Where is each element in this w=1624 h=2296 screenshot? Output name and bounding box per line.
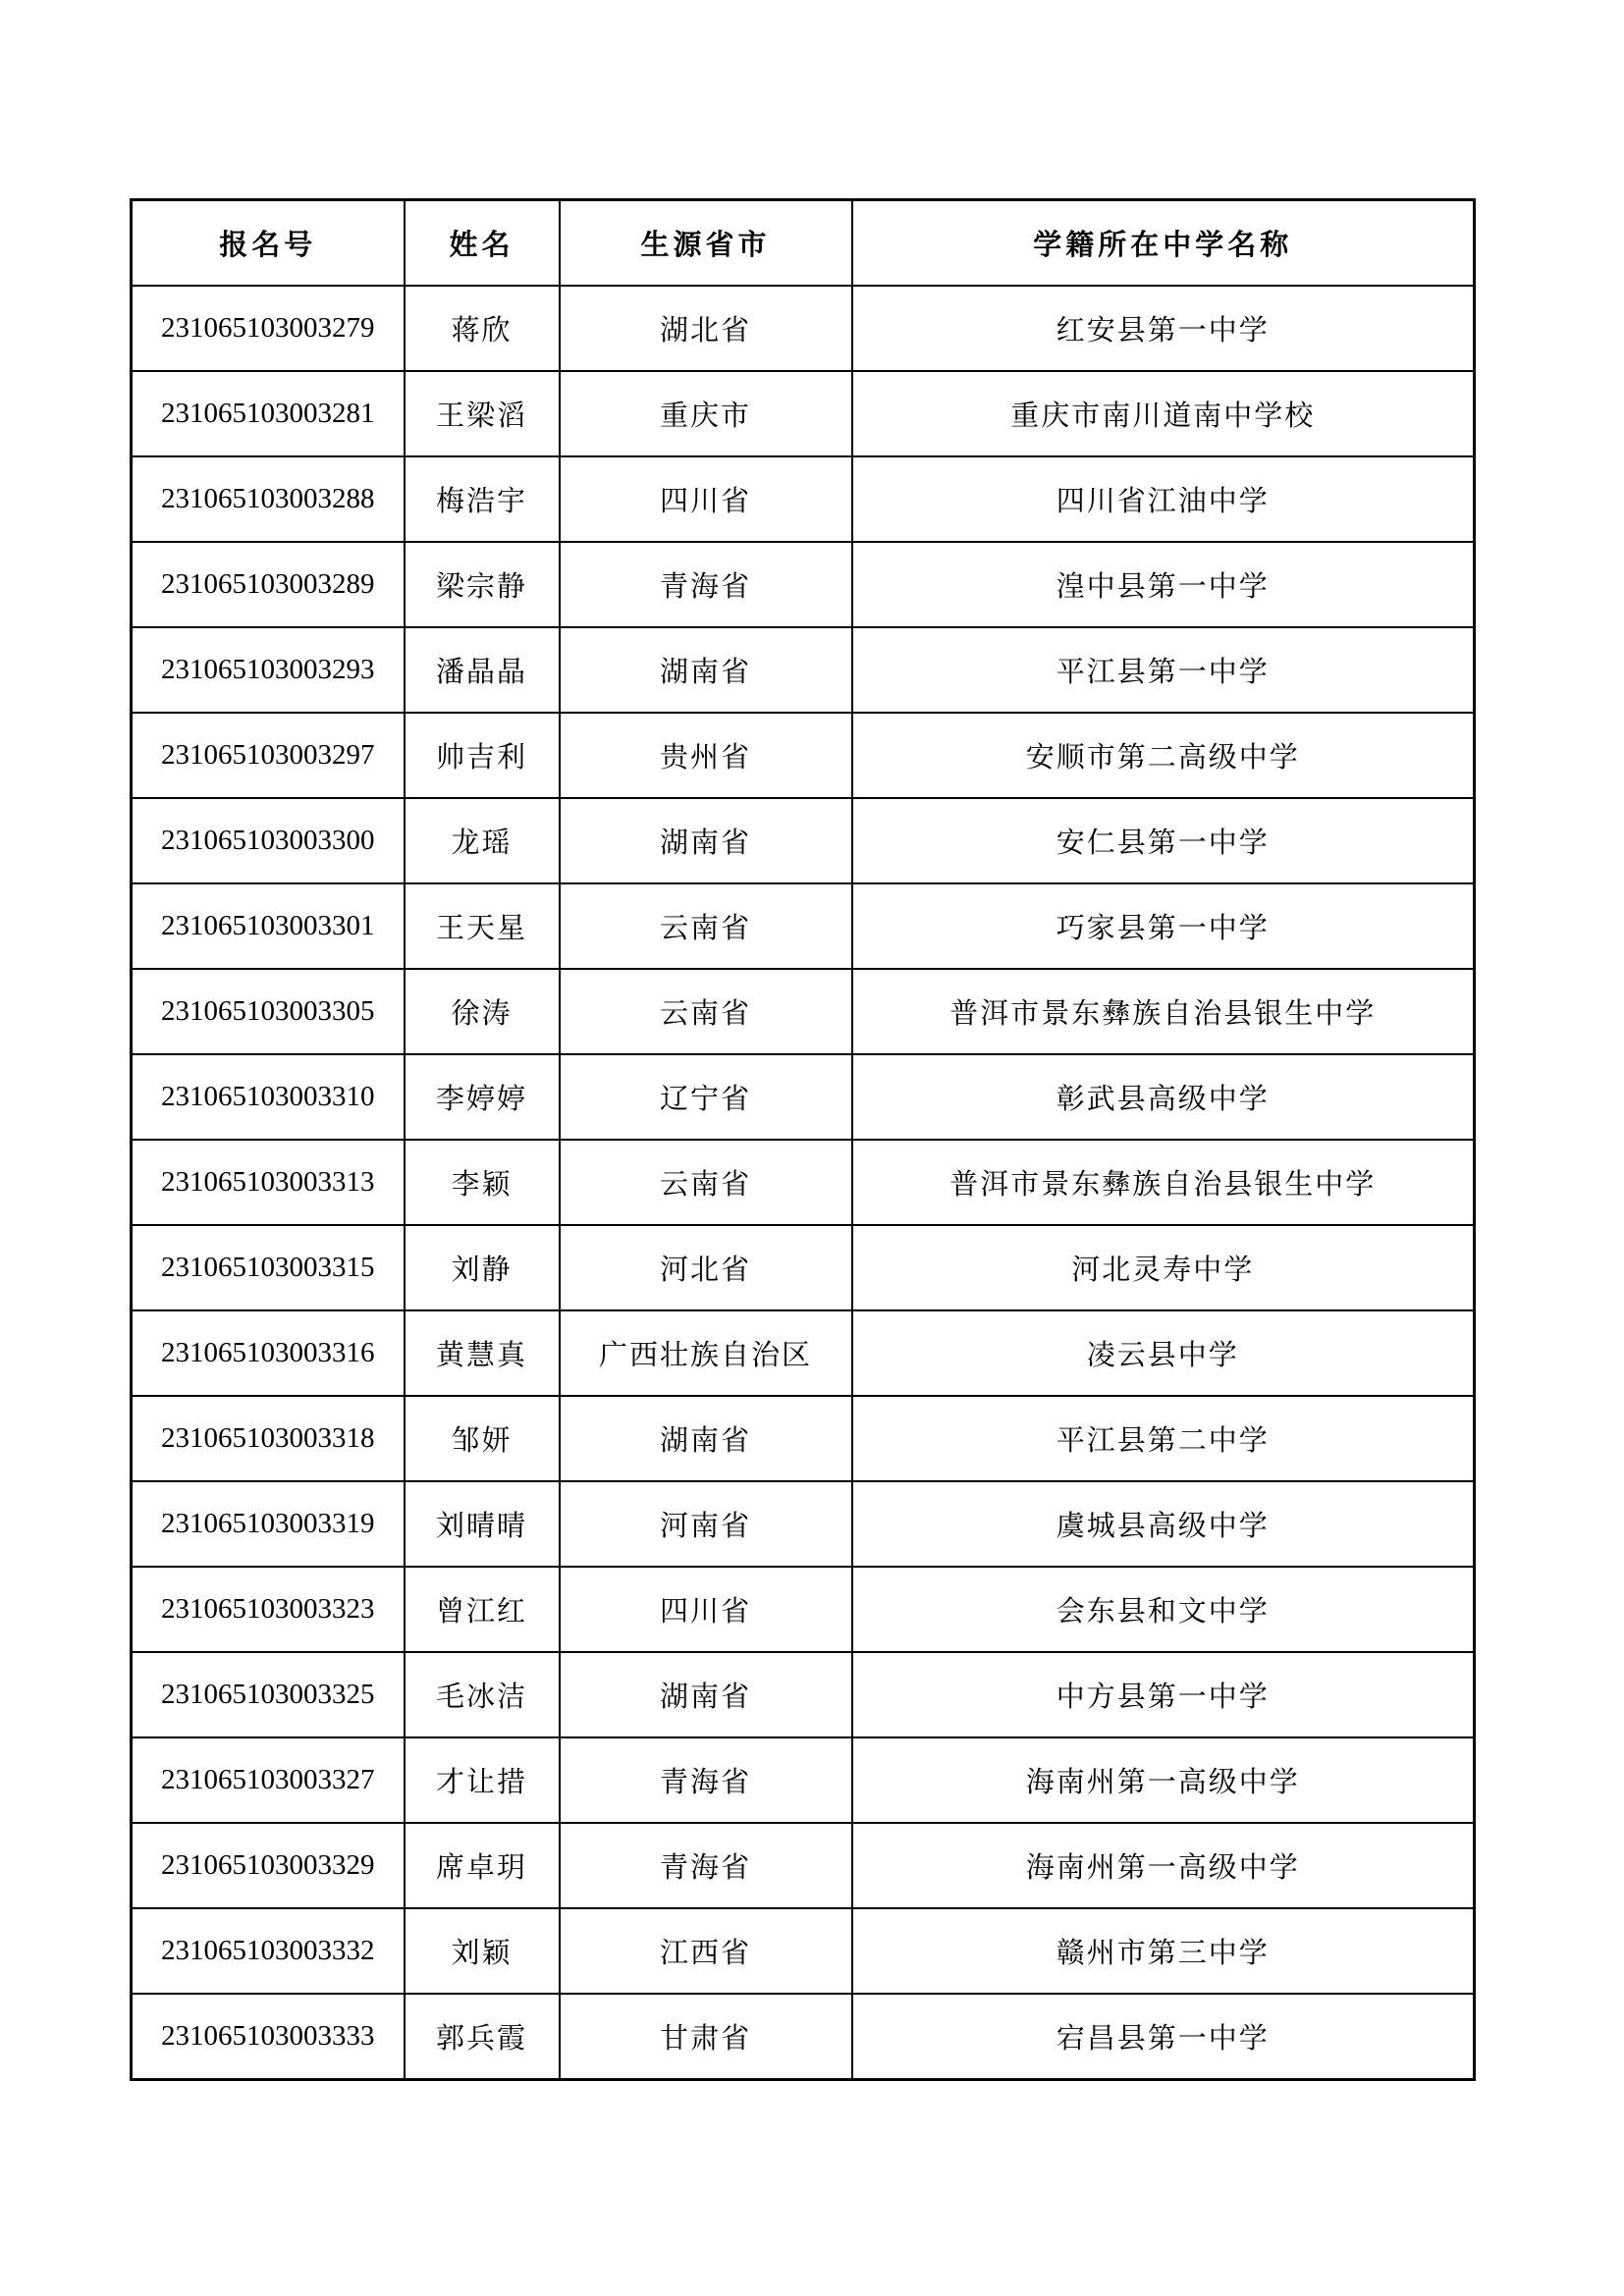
- cell-school: 四川省江油中学: [852, 456, 1475, 542]
- cell-name: 毛冰洁: [405, 1652, 560, 1737]
- cell-province: 四川省: [560, 456, 852, 542]
- table-row: [132, 1823, 1475, 1908]
- cell-province: 河南省: [560, 1481, 852, 1567]
- cell-registration-number: 231065103003300: [132, 798, 405, 883]
- table-body: [132, 286, 1475, 2080]
- table-row: [132, 1994, 1475, 2080]
- cell-province: 重庆市: [560, 371, 852, 456]
- cell-province: 青海省: [560, 1823, 852, 1908]
- cell-school: 凌云县中学: [852, 1310, 1475, 1396]
- cell-school: 普洱市景东彝族自治县银生中学: [852, 969, 1475, 1054]
- table-row: [132, 542, 1475, 627]
- cell-registration-number: 231065103003316: [132, 1310, 405, 1396]
- cell-name: 才让措: [405, 1737, 560, 1823]
- table-row: [132, 883, 1475, 969]
- cell-name: 黄慧真: [405, 1310, 560, 1396]
- cell-school: 普洱市景东彝族自治县银生中学: [852, 1140, 1475, 1225]
- cell-registration-number: 231065103003318: [132, 1396, 405, 1481]
- cell-school: 彰武县高级中学: [852, 1054, 1475, 1140]
- cell-province: 青海省: [560, 1737, 852, 1823]
- cell-school: 宕昌县第一中学: [852, 1994, 1475, 2080]
- cell-registration-number: 231065103003288: [132, 456, 405, 542]
- cell-name: 蒋欣: [405, 286, 560, 371]
- student-roster-table: [130, 198, 1476, 2081]
- cell-school: 赣州市第三中学: [852, 1908, 1475, 1994]
- table-row: [132, 969, 1475, 1054]
- cell-province: 甘肃省: [560, 1994, 852, 2080]
- cell-school: 中方县第一中学: [852, 1652, 1475, 1737]
- header-school: 学籍所在中学名称: [852, 200, 1475, 287]
- cell-province: 广西壮族自治区: [560, 1310, 852, 1396]
- table-row: [132, 1481, 1475, 1567]
- cell-province: 贵州省: [560, 713, 852, 798]
- table-row: [132, 1652, 1475, 1737]
- cell-name: 曾江红: [405, 1567, 560, 1652]
- cell-school: 安顺市第二高级中学: [852, 713, 1475, 798]
- cell-province: 湖南省: [560, 1396, 852, 1481]
- cell-province: 青海省: [560, 542, 852, 627]
- cell-province: 湖南省: [560, 798, 852, 883]
- cell-school: 虞城县高级中学: [852, 1481, 1475, 1567]
- table-row: [132, 1310, 1475, 1396]
- cell-registration-number: 231065103003327: [132, 1737, 405, 1823]
- cell-school: 河北灵寿中学: [852, 1225, 1475, 1310]
- table-row: [132, 1140, 1475, 1225]
- cell-province: 河北省: [560, 1225, 852, 1310]
- cell-name: 龙瑶: [405, 798, 560, 883]
- table-row: [132, 1567, 1475, 1652]
- table-row: [132, 1054, 1475, 1140]
- cell-name: 刘晴晴: [405, 1481, 560, 1567]
- cell-registration-number: 231065103003333: [132, 1994, 405, 2080]
- cell-registration-number: 231065103003289: [132, 542, 405, 627]
- cell-name: 李颖: [405, 1140, 560, 1225]
- cell-registration-number: 231065103003323: [132, 1567, 405, 1652]
- table-row: [132, 1396, 1475, 1481]
- cell-registration-number: 231065103003305: [132, 969, 405, 1054]
- cell-name: 王梁滔: [405, 371, 560, 456]
- table-row: [132, 1908, 1475, 1994]
- cell-province: 湖北省: [560, 286, 852, 371]
- cell-school: 湟中县第一中学: [852, 542, 1475, 627]
- cell-school: 重庆市南川道南中学校: [852, 371, 1475, 456]
- table-row: [132, 627, 1475, 713]
- cell-school: 平江县第二中学: [852, 1396, 1475, 1481]
- cell-name: 梅浩宇: [405, 456, 560, 542]
- cell-name: 刘静: [405, 1225, 560, 1310]
- table-row: [132, 713, 1475, 798]
- cell-school: 海南州第一高级中学: [852, 1737, 1475, 1823]
- cell-name: 李婷婷: [405, 1054, 560, 1140]
- cell-province: 湖南省: [560, 1652, 852, 1737]
- cell-registration-number: 231065103003281: [132, 371, 405, 456]
- cell-province: 湖南省: [560, 627, 852, 713]
- cell-registration-number: 231065103003315: [132, 1225, 405, 1310]
- cell-name: 郭兵霞: [405, 1994, 560, 2080]
- table-row: [132, 798, 1475, 883]
- header-province: 生源省市: [560, 200, 852, 287]
- cell-registration-number: 231065103003329: [132, 1823, 405, 1908]
- cell-province: 江西省: [560, 1908, 852, 1994]
- cell-province: 辽宁省: [560, 1054, 852, 1140]
- cell-province: 云南省: [560, 1140, 852, 1225]
- cell-name: 刘颖: [405, 1908, 560, 1994]
- cell-province: 云南省: [560, 883, 852, 969]
- cell-registration-number: 231065103003301: [132, 883, 405, 969]
- cell-registration-number: 231065103003313: [132, 1140, 405, 1225]
- cell-registration-number: 231065103003293: [132, 627, 405, 713]
- cell-school: 安仁县第一中学: [852, 798, 1475, 883]
- cell-school: 红安县第一中学: [852, 286, 1475, 371]
- cell-province: 云南省: [560, 969, 852, 1054]
- cell-registration-number: 231065103003319: [132, 1481, 405, 1567]
- cell-province: 四川省: [560, 1567, 852, 1652]
- cell-school: 巧家县第一中学: [852, 883, 1475, 969]
- cell-name: 邹妍: [405, 1396, 560, 1481]
- header-registration-number: 报名号: [132, 200, 405, 287]
- cell-name: 席卓玥: [405, 1823, 560, 1908]
- cell-school: 海南州第一高级中学: [852, 1823, 1475, 1908]
- cell-registration-number: 231065103003310: [132, 1054, 405, 1140]
- cell-registration-number: 231065103003332: [132, 1908, 405, 1994]
- cell-registration-number: 231065103003297: [132, 713, 405, 798]
- cell-registration-number: 231065103003279: [132, 286, 405, 371]
- table-row: [132, 371, 1475, 456]
- table-row: [132, 1737, 1475, 1823]
- table-row: [132, 286, 1475, 371]
- table-row: [132, 1225, 1475, 1310]
- cell-registration-number: 231065103003325: [132, 1652, 405, 1737]
- cell-school: 会东县和文中学: [852, 1567, 1475, 1652]
- cell-name: 梁宗静: [405, 542, 560, 627]
- header-name: 姓名: [405, 200, 560, 287]
- cell-name: 帅吉利: [405, 713, 560, 798]
- table-row: [132, 456, 1475, 542]
- cell-name: 徐涛: [405, 969, 560, 1054]
- cell-school: 平江县第一中学: [852, 627, 1475, 713]
- cell-name: 潘晶晶: [405, 627, 560, 713]
- cell-name: 王天星: [405, 883, 560, 969]
- table-header-row: [132, 200, 1475, 287]
